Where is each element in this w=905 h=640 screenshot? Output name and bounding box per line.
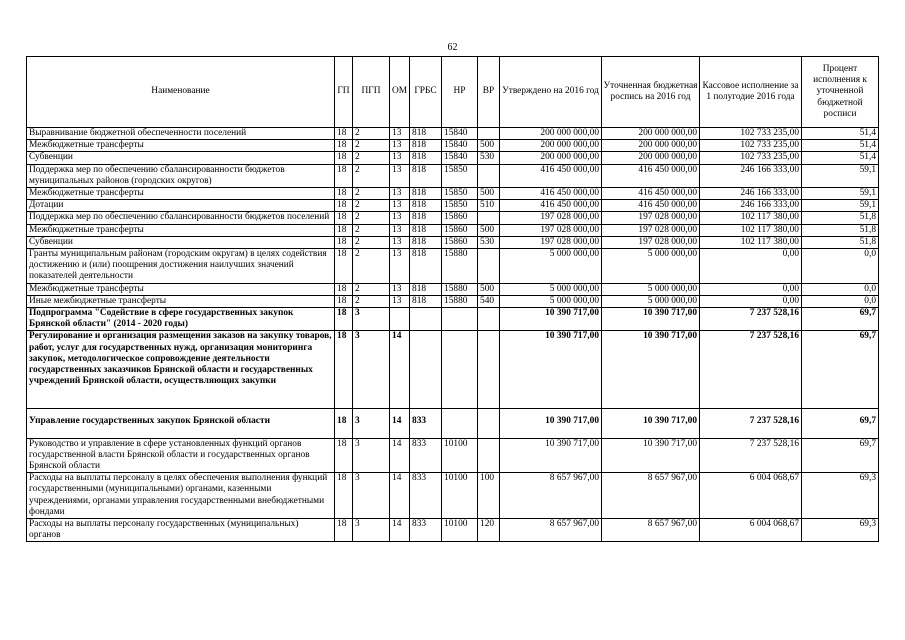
cell-gp: 18 xyxy=(335,283,353,295)
cell-pgp: 2 xyxy=(353,283,390,295)
cell-name: Межбюджетные трансферты xyxy=(27,140,335,152)
table-header-row xyxy=(27,57,879,128)
cell-percent: 51,4 xyxy=(802,140,879,152)
cell-nr: 15880 xyxy=(442,249,478,284)
cell-grbs: 818 xyxy=(410,224,442,236)
cell-om: 13 xyxy=(390,140,410,152)
cell-pgp: 2 xyxy=(353,188,390,200)
cell-approved: 5 000 000,00 xyxy=(500,283,602,295)
col-approved-header: Утверждено на 2016 год xyxy=(500,57,602,128)
cell-gp: 18 xyxy=(335,212,353,224)
cell-gp: 18 xyxy=(335,308,353,331)
cell-gp: 18 xyxy=(335,164,353,187)
cell-percent: 51,4 xyxy=(802,128,879,140)
cell-name: Выравнивание бюджетной обеспеченности поселений xyxy=(27,128,335,140)
cell-executed: 246 166 333,00 xyxy=(700,188,802,200)
cell-refined: 197 028 000,00 xyxy=(602,224,700,236)
cell-om: 13 xyxy=(390,128,410,140)
cell-om: 14 xyxy=(390,409,410,438)
cell-refined: 10 390 717,00 xyxy=(602,438,700,473)
cell-pgp: 3 xyxy=(353,331,390,409)
cell-nr: 15860 xyxy=(442,224,478,236)
table-row xyxy=(27,249,879,284)
cell-percent: 59,1 xyxy=(802,164,879,187)
cell-gp: 18 xyxy=(335,519,353,542)
cell-gp: 18 xyxy=(335,331,353,409)
cell-refined: 197 028 000,00 xyxy=(602,212,700,224)
table-row xyxy=(27,519,879,542)
cell-om: 13 xyxy=(390,283,410,295)
col-vr-header: ВР xyxy=(478,57,500,128)
cell-refined: 8 657 967,00 xyxy=(602,519,700,542)
cell-name: Иные межбюджетные трансферты xyxy=(27,295,335,307)
cell-grbs: 818 xyxy=(410,212,442,224)
cell-om: 14 xyxy=(390,519,410,542)
budget-execution-table xyxy=(26,56,879,542)
cell-executed: 102 117 380,00 xyxy=(700,212,802,224)
cell-approved: 200 000 000,00 xyxy=(500,152,602,164)
cell-executed: 246 166 333,00 xyxy=(700,164,802,187)
cell-nr xyxy=(442,308,478,331)
cell-percent: 51,4 xyxy=(802,152,879,164)
cell-om: 13 xyxy=(390,212,410,224)
cell-grbs: 818 xyxy=(410,152,442,164)
cell-grbs: 818 xyxy=(410,236,442,248)
cell-pgp: 2 xyxy=(353,236,390,248)
cell-vr xyxy=(478,409,500,438)
cell-grbs: 818 xyxy=(410,295,442,307)
cell-pgp: 3 xyxy=(353,473,390,519)
cell-name: Расходы на выплаты персоналу государственных (муниципальных) органов xyxy=(27,519,335,542)
cell-grbs: 818 xyxy=(410,249,442,284)
cell-gp: 18 xyxy=(335,409,353,438)
cell-vr: 100 xyxy=(478,473,500,519)
cell-executed: 6 004 068,67 xyxy=(700,473,802,519)
cell-vr: 530 xyxy=(478,152,500,164)
cell-grbs: 818 xyxy=(410,128,442,140)
cell-pgp: 2 xyxy=(353,128,390,140)
cell-name: Регулирование и организация размещения заказов на закупку товаров, работ, услуг для государственных нужд, организация мониторинга закупок, методологическое сопровождение деятельности государственных заказчиков Брянской области и государственных учреждений Брянской области, осуществляющих закупки xyxy=(27,331,335,409)
cell-vr xyxy=(478,212,500,224)
cell-percent: 69,7 xyxy=(802,409,879,438)
cell-grbs: 818 xyxy=(410,200,442,212)
table-row xyxy=(27,308,879,331)
cell-approved: 5 000 000,00 xyxy=(500,249,602,284)
col-nr-header: НР xyxy=(442,57,478,128)
cell-name: Межбюджетные трансферты xyxy=(27,188,335,200)
col-grbs-header: ГРБС xyxy=(410,57,442,128)
cell-nr: 15850 xyxy=(442,164,478,187)
cell-vr: 500 xyxy=(478,140,500,152)
cell-refined: 416 450 000,00 xyxy=(602,164,700,187)
cell-grbs: 833 xyxy=(410,473,442,519)
table-row xyxy=(27,128,879,140)
cell-executed: 102 733 235,00 xyxy=(700,128,802,140)
cell-vr: 500 xyxy=(478,283,500,295)
cell-refined: 200 000 000,00 xyxy=(602,140,700,152)
cell-om: 13 xyxy=(390,236,410,248)
cell-om xyxy=(390,308,410,331)
cell-name: Межбюджетные трансферты xyxy=(27,224,335,236)
cell-name: Дотации xyxy=(27,200,335,212)
cell-nr: 10100 xyxy=(442,438,478,473)
cell-name: Подпрограмма "Содействие в сфере государственных закупок Брянской области" (2014 - 2020 годы) xyxy=(27,308,335,331)
cell-gp: 18 xyxy=(335,473,353,519)
cell-name: Управление государственных закупок Брянской области xyxy=(27,409,335,438)
cell-nr: 15860 xyxy=(442,212,478,224)
cell-grbs: 833 xyxy=(410,438,442,473)
cell-gp: 18 xyxy=(335,200,353,212)
cell-vr xyxy=(478,249,500,284)
cell-approved: 10 390 717,00 xyxy=(500,409,602,438)
cell-executed: 6 004 068,67 xyxy=(700,519,802,542)
table-row xyxy=(27,331,879,409)
cell-executed: 7 237 528,16 xyxy=(700,308,802,331)
cell-pgp: 2 xyxy=(353,295,390,307)
cell-refined: 200 000 000,00 xyxy=(602,152,700,164)
cell-pgp: 3 xyxy=(353,409,390,438)
cell-vr xyxy=(478,164,500,187)
cell-pgp: 3 xyxy=(353,438,390,473)
cell-gp: 18 xyxy=(335,295,353,307)
cell-vr: 540 xyxy=(478,295,500,307)
cell-approved: 8 657 967,00 xyxy=(500,519,602,542)
cell-nr: 10100 xyxy=(442,473,478,519)
cell-grbs: 818 xyxy=(410,140,442,152)
cell-executed: 7 237 528,16 xyxy=(700,438,802,473)
table-row xyxy=(27,283,879,295)
cell-grbs xyxy=(410,331,442,409)
cell-nr: 15850 xyxy=(442,188,478,200)
cell-refined: 197 028 000,00 xyxy=(602,236,700,248)
cell-refined: 416 450 000,00 xyxy=(602,200,700,212)
cell-approved: 416 450 000,00 xyxy=(500,188,602,200)
table-row xyxy=(27,140,879,152)
cell-approved: 10 390 717,00 xyxy=(500,308,602,331)
cell-name: Поддержка мер по обеспечению сбалансированности бюджетов поселений xyxy=(27,212,335,224)
col-name-header: Наименование xyxy=(27,57,335,128)
cell-om: 14 xyxy=(390,331,410,409)
table-row xyxy=(27,224,879,236)
cell-grbs: 818 xyxy=(410,188,442,200)
cell-vr xyxy=(478,438,500,473)
cell-name: Расходы на выплаты персоналу в целях обеспечения выполнения функций государственными (муниципальными) органами, казенными учреждениями, органами управления государственными внебюджетными фондами xyxy=(27,473,335,519)
cell-vr xyxy=(478,331,500,409)
cell-om: 14 xyxy=(390,438,410,473)
cell-executed: 102 733 235,00 xyxy=(700,152,802,164)
cell-om: 13 xyxy=(390,200,410,212)
cell-executed: 0,00 xyxy=(700,283,802,295)
cell-om: 13 xyxy=(390,188,410,200)
cell-nr xyxy=(442,409,478,438)
cell-gp: 18 xyxy=(335,438,353,473)
cell-percent: 51,8 xyxy=(802,236,879,248)
cell-nr xyxy=(442,331,478,409)
table-row xyxy=(27,236,879,248)
cell-percent: 59,1 xyxy=(802,188,879,200)
cell-approved: 8 657 967,00 xyxy=(500,473,602,519)
cell-pgp: 2 xyxy=(353,140,390,152)
cell-percent: 0,0 xyxy=(802,249,879,284)
cell-approved: 5 000 000,00 xyxy=(500,295,602,307)
cell-vr xyxy=(478,308,500,331)
cell-name: Гранты муниципальным районам (городским округам) в целях содействия достижению и (или) поощрения достижения наилучших значений показателей деятельности xyxy=(27,249,335,284)
cell-nr: 15840 xyxy=(442,152,478,164)
cell-vr: 510 xyxy=(478,200,500,212)
cell-refined: 5 000 000,00 xyxy=(602,283,700,295)
cell-executed: 102 733 235,00 xyxy=(700,140,802,152)
cell-executed: 7 237 528,16 xyxy=(700,331,802,409)
cell-executed: 246 166 333,00 xyxy=(700,200,802,212)
cell-gp: 18 xyxy=(335,249,353,284)
cell-name: Поддержка мер по обеспечению сбалансированности бюджетов муниципальных районов (городских округов) xyxy=(27,164,335,187)
cell-approved: 200 000 000,00 xyxy=(500,140,602,152)
cell-refined: 5 000 000,00 xyxy=(602,295,700,307)
cell-approved: 197 028 000,00 xyxy=(500,236,602,248)
cell-refined: 10 390 717,00 xyxy=(602,331,700,409)
cell-name: Субвенции xyxy=(27,152,335,164)
cell-name: Руководство и управление в сфере установленных функций органов государственной власти Брянской области и государственных органов Брянской области xyxy=(27,438,335,473)
col-gp-header: ГП xyxy=(335,57,353,128)
cell-approved: 10 390 717,00 xyxy=(500,331,602,409)
cell-nr: 15860 xyxy=(442,236,478,248)
cell-name: Субвенции xyxy=(27,236,335,248)
cell-om: 13 xyxy=(390,152,410,164)
cell-approved: 416 450 000,00 xyxy=(500,164,602,187)
cell-gp: 18 xyxy=(335,140,353,152)
cell-name: Межбюджетные трансферты xyxy=(27,283,335,295)
cell-refined: 8 657 967,00 xyxy=(602,473,700,519)
cell-grbs: 818 xyxy=(410,283,442,295)
cell-percent: 51,8 xyxy=(802,212,879,224)
cell-percent: 59,1 xyxy=(802,200,879,212)
cell-nr: 10100 xyxy=(442,519,478,542)
table-row xyxy=(27,164,879,187)
cell-approved: 197 028 000,00 xyxy=(500,224,602,236)
cell-refined: 416 450 000,00 xyxy=(602,188,700,200)
cell-executed: 0,00 xyxy=(700,249,802,284)
cell-approved: 200 000 000,00 xyxy=(500,128,602,140)
cell-vr: 500 xyxy=(478,188,500,200)
cell-percent: 69,7 xyxy=(802,438,879,473)
cell-gp: 18 xyxy=(335,152,353,164)
cell-pgp: 2 xyxy=(353,224,390,236)
col-refined-header: Уточненная бюджетная роспись на 2016 год xyxy=(602,57,700,128)
cell-om: 13 xyxy=(390,224,410,236)
col-executed-header: Кассовое исполнение за 1 полугодие 2016 года xyxy=(700,57,802,128)
cell-nr: 15850 xyxy=(442,200,478,212)
cell-gp: 18 xyxy=(335,224,353,236)
cell-percent: 69,3 xyxy=(802,473,879,519)
cell-refined: 10 390 717,00 xyxy=(602,308,700,331)
table-row xyxy=(27,473,879,519)
cell-gp: 18 xyxy=(335,128,353,140)
cell-grbs: 833 xyxy=(410,519,442,542)
cell-gp: 18 xyxy=(335,188,353,200)
cell-percent: 69,3 xyxy=(802,519,879,542)
cell-nr: 15840 xyxy=(442,140,478,152)
cell-nr: 15840 xyxy=(442,128,478,140)
cell-percent: 69,7 xyxy=(802,331,879,409)
table-row xyxy=(27,438,879,473)
table-row xyxy=(27,212,879,224)
cell-om: 13 xyxy=(390,249,410,284)
cell-approved: 10 390 717,00 xyxy=(500,438,602,473)
cell-om: 13 xyxy=(390,164,410,187)
cell-percent: 69,7 xyxy=(802,308,879,331)
col-om-header: ОМ xyxy=(390,57,410,128)
cell-pgp: 2 xyxy=(353,152,390,164)
col-percent-header: Процент исполнения к уточненной бюджетной росписи xyxy=(802,57,879,128)
cell-executed: 102 117 380,00 xyxy=(700,224,802,236)
cell-executed: 102 117 380,00 xyxy=(700,236,802,248)
cell-nr: 15880 xyxy=(442,283,478,295)
cell-vr: 120 xyxy=(478,519,500,542)
cell-grbs xyxy=(410,308,442,331)
table-row xyxy=(27,200,879,212)
cell-approved: 197 028 000,00 xyxy=(500,212,602,224)
table-row xyxy=(27,152,879,164)
cell-refined: 200 000 000,00 xyxy=(602,128,700,140)
cell-vr: 530 xyxy=(478,236,500,248)
cell-refined: 10 390 717,00 xyxy=(602,409,700,438)
cell-percent: 51,8 xyxy=(802,224,879,236)
cell-grbs: 818 xyxy=(410,164,442,187)
cell-pgp: 2 xyxy=(353,164,390,187)
cell-nr: 15880 xyxy=(442,295,478,307)
cell-vr: 500 xyxy=(478,224,500,236)
cell-grbs: 833 xyxy=(410,409,442,438)
cell-refined: 5 000 000,00 xyxy=(602,249,700,284)
cell-pgp: 2 xyxy=(353,212,390,224)
cell-om: 13 xyxy=(390,295,410,307)
table-row xyxy=(27,188,879,200)
cell-executed: 7 237 528,16 xyxy=(700,409,802,438)
cell-executed: 0,00 xyxy=(700,295,802,307)
cell-vr xyxy=(478,128,500,140)
cell-om: 14 xyxy=(390,473,410,519)
cell-pgp: 3 xyxy=(353,308,390,331)
cell-approved: 416 450 000,00 xyxy=(500,200,602,212)
cell-percent: 0,0 xyxy=(802,283,879,295)
cell-pgp: 2 xyxy=(353,249,390,284)
cell-percent: 0,0 xyxy=(802,295,879,307)
col-pgp-header: ПГП xyxy=(353,57,390,128)
cell-gp: 18 xyxy=(335,236,353,248)
cell-pgp: 3 xyxy=(353,519,390,542)
table-row xyxy=(27,409,879,438)
page-number: 62 xyxy=(447,42,458,53)
table-row xyxy=(27,295,879,307)
cell-pgp: 2 xyxy=(353,200,390,212)
